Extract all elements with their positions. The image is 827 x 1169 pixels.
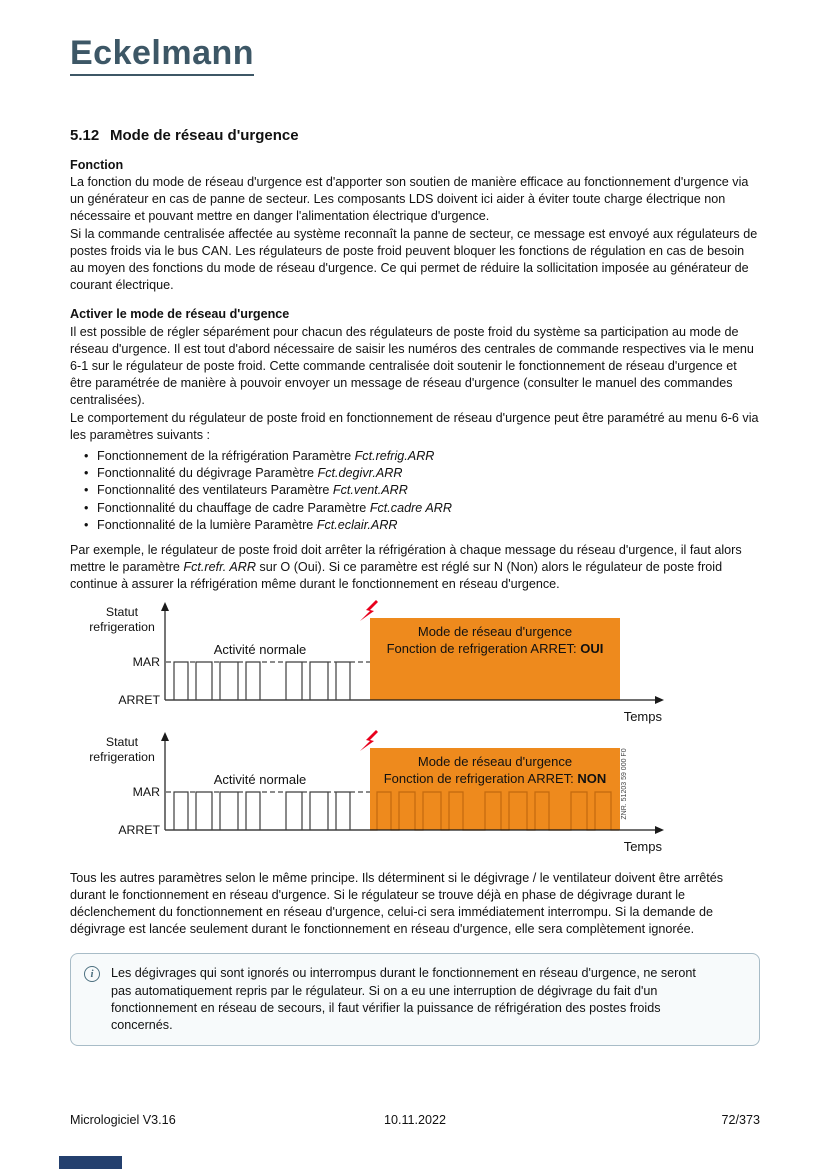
normal-activity-label: Activité normale — [213, 641, 307, 657]
list-item — [97, 465, 760, 482]
parameter-list — [70, 448, 760, 534]
level-label-arret: ARRET — [118, 692, 160, 707]
bullet-text: Fonctionnalité du chauffage de cadre Paramètre — [97, 500, 370, 515]
paragraph-activer-2: Le comportement du régulateur de poste froid en fonctionnement de réseau d'urgence peut être paramétré au menu 6-6 via les paramètres suivants : — [70, 410, 759, 442]
info-note-box — [70, 953, 760, 1046]
page-corner-mark — [59, 1156, 122, 1169]
subtitle-text: Fonction de refrigeration ARRET: — [383, 770, 578, 786]
drawing-number-side-note: ZNR. 51203 59 000 F0 — [621, 747, 628, 820]
list-item — [97, 482, 760, 499]
list-item — [97, 517, 760, 534]
x-axis-arrow — [655, 696, 664, 704]
subtitle-text: Fonction de refrigeration ARRET: — [386, 640, 581, 656]
y-axis-arrow — [161, 602, 169, 611]
parameter-name: Fct.eclair.ARR — [316, 517, 398, 532]
footer-page-number: 72/373 — [721, 1112, 760, 1127]
heading-activer: Activer le mode de réseau d'urgence — [70, 307, 290, 322]
info-note-text: Les dégivrages qui sont ignorés ou interrompus durant le fonctionnement en réseau d'urgence, ne seront pas automatiquement repris par le régulateur. Si on a eu une interruption de dégivrage du fait d'un fonctionnement en réseau de secours, il faut vérifier la puissance de réfrigération des postes froids concernés. — [111, 966, 696, 1032]
list-item — [97, 448, 760, 465]
parameter-name: Fct.degivr.ARR — [317, 466, 403, 481]
emergency-mode-subtitle — [387, 641, 604, 656]
list-item — [97, 500, 760, 517]
emergency-mode-title: Mode de réseau d'urgence — [417, 623, 573, 639]
parameter-name: Fct.refrig.ARR — [354, 448, 435, 463]
subtitle-value: OUI — [580, 640, 604, 656]
paragraph-activer-1: Il est possible de régler séparément pour chacun des régulateurs de poste froid du système sa participation au mode de réseau d'urgence. Il est tout d'abord nécessaire de saisir les numéros des centrales de commande respectives via le menu 6-1 sur le régulateur de poste froid. Cette commande centralisée doit soutenir le fonctionnement de réseau d'urgence et être paramétrée de manière à pouvoir envoyer un message de réseau d'urgence (consulter le manuel des commandes centralisées). — [70, 324, 754, 408]
parameter-name: Fct.cadre ARR — [369, 500, 452, 515]
y-axis-label-line2: refrigeration — [89, 749, 155, 764]
y-axis-label-line2: refrigeration — [89, 619, 155, 634]
normal-activity-waveform — [165, 792, 370, 830]
footer-version: Micrologiciel V3.16 — [70, 1112, 176, 1127]
bullet-text: Fonctionnalité de la lumière Paramètre — [97, 517, 317, 532]
paragraph-closing: Tous les autres paramètres selon le même principe. Ils déterminent si le dégivrage / le ventilateur doivent être arrêtés durant le fonctionnement en réseau d'urgence. Si le régulateur se trouve déjà en phase de dégivrage durant le déclenchement du fonctionnement en réseau d'urgence, celui-ci sera immédiatement interrompu. Si la demande de dégivrage est lancée seulement durant le fonctionnement en réseau d'urgence, elle sera complètement ignorée. — [70, 870, 724, 937]
level-label-arret: ARRET — [118, 822, 160, 837]
heading-fonction: Fonction — [70, 157, 124, 172]
y-axis-label-line1: Statut — [105, 734, 139, 749]
bullet-text: Fonctionnement de la réfrigération Paramètre — [97, 448, 355, 463]
bullet-text: Fonctionnalité du dégivrage Paramètre — [97, 466, 318, 481]
parameter-name: Fct.vent.ARR — [332, 483, 408, 498]
bullet-text: Fonctionnalité des ventilateurs Paramètre — [97, 483, 333, 498]
emergency-mode-subtitle — [384, 771, 607, 786]
paragraph-fonction-2: Si la commande centralisée affectée au système reconnaît la panne de secteur, ce message est envoyé aux régulateurs de postes froids via le bus CAN. Les régulateurs de poste froid peuvent bloquer les fonctions de régulation en cas de besoin au moyen des fonctions du mode de réseau d'urgence. Ce qui permet de réduire la sollicitation imposée au générateur de courant électrique. — [70, 226, 758, 293]
footer-date: 10.11.2022 — [383, 1112, 447, 1127]
paragraph-example: Par exemple, le régulateur de poste froid doit arrêter la réfrigération à chaque message du réseau d'urgence, il faut alors mettre le paramètre Fct.refr. ARR sur O (Oui). Si ce paramètre est réglé sur N (Non) alors le régulateur de poste froid continue à assurer la réfrigération même durant le fonctionnement en réseau d'urgence. — [70, 542, 742, 592]
normal-activity-label: Activité normale — [213, 771, 307, 787]
y-axis-arrow — [161, 732, 169, 741]
normal-activity-waveform — [165, 662, 370, 700]
y-axis-label-line1: Statut — [105, 604, 139, 619]
info-icon: i — [84, 966, 100, 982]
emergency-mode-title: Mode de réseau d'urgence — [417, 753, 573, 769]
level-label-mar: MAR — [132, 784, 160, 799]
timing-diagram-arret-non — [70, 730, 670, 858]
timing-diagram-arret-oui — [70, 600, 670, 728]
level-label-mar: MAR — [132, 654, 160, 669]
page-footer — [70, 1112, 760, 1129]
section-number: 5.12 — [70, 126, 100, 144]
section-heading — [70, 126, 760, 145]
paragraph-fonction-1: La fonction du mode de réseau d'urgence est d'apporter son soutien de manière efficace au fonctionnement d'urgence via un générateur en cas de panne de secteur. Les composants LDS doivent ici aider à éviter toute charge électrique non nécessaire et pouvant mettre en danger l'alimentation électrique d'urgence. — [70, 174, 749, 224]
lightning-icon — [360, 600, 378, 621]
eckelmann-logo: Eckelmann — [70, 36, 254, 76]
lightning-icon — [360, 730, 378, 751]
section-title-text: Mode de réseau d'urgence — [110, 126, 299, 144]
x-axis-label-temps: Temps — [623, 708, 662, 724]
x-axis-label-temps: Temps — [623, 838, 662, 854]
x-axis-arrow — [655, 826, 664, 834]
subtitle-value: NON — [577, 770, 607, 786]
